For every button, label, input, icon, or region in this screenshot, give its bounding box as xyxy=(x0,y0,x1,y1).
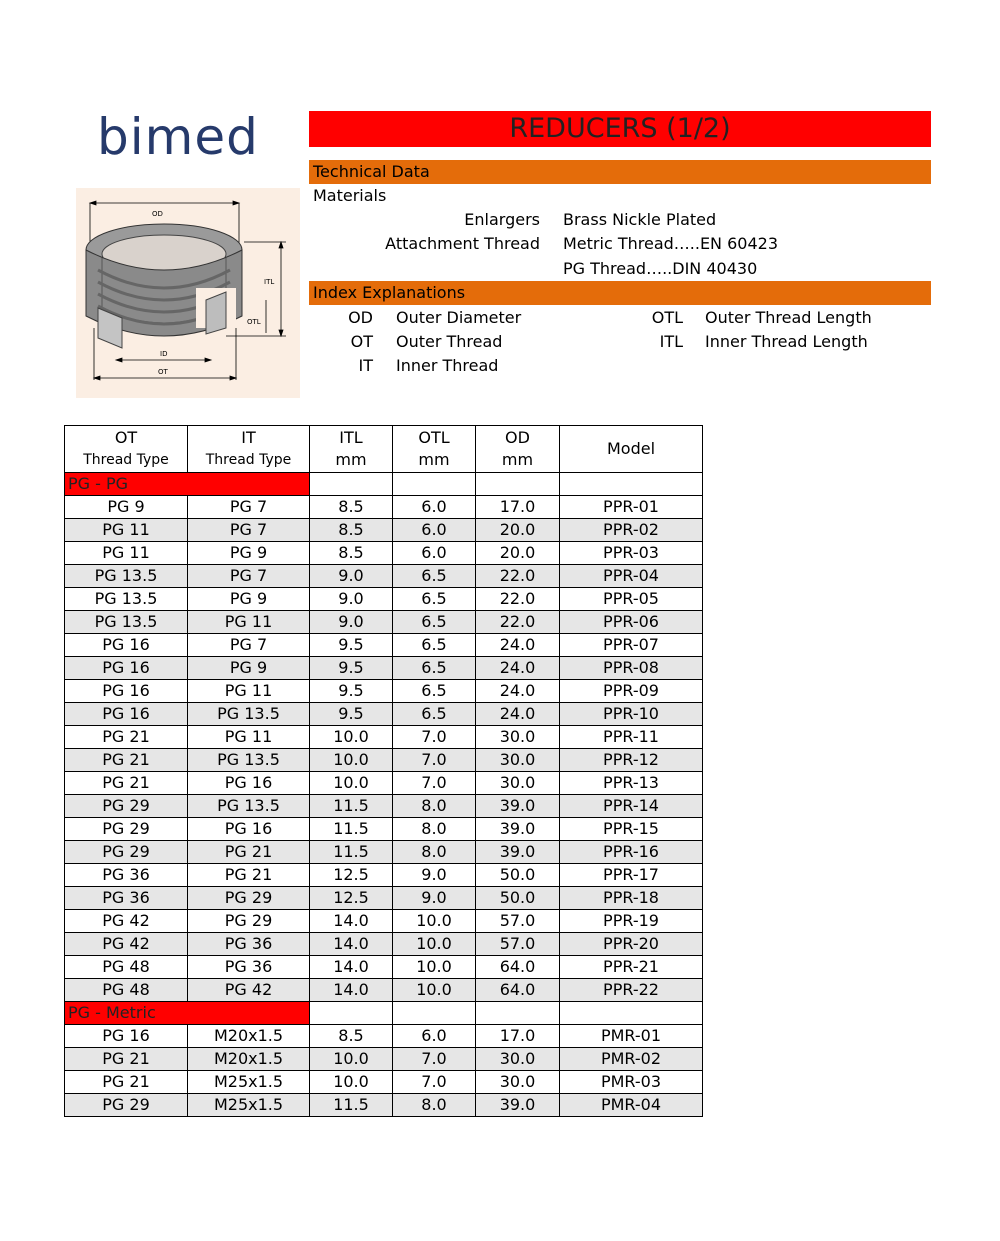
table-row xyxy=(65,611,703,634)
cell-model: PMR-02 xyxy=(560,1048,703,1071)
cell-ot: PG 29 xyxy=(65,841,188,864)
cell-od: 64.0 xyxy=(476,979,560,1002)
od-label: OD xyxy=(152,210,163,218)
cell-otl: 6.5 xyxy=(393,657,476,680)
cell-itl: 11.5 xyxy=(310,1094,393,1117)
cell-ot: PG 11 xyxy=(65,542,188,565)
cell-model: PPR-17 xyxy=(560,864,703,887)
cell-itl: 14.0 xyxy=(310,956,393,979)
cell-model: PPR-21 xyxy=(560,956,703,979)
cell-model: PPR-20 xyxy=(560,933,703,956)
cell-otl: 8.0 xyxy=(393,818,476,841)
table-row xyxy=(65,749,703,772)
cell-itl: 10.0 xyxy=(310,1048,393,1071)
table-row xyxy=(65,818,703,841)
cell-itl: 10.0 xyxy=(310,726,393,749)
header-ot: OT Thread Type xyxy=(65,426,188,473)
reducers-table xyxy=(64,425,703,1117)
cell-od: 17.0 xyxy=(476,496,560,519)
table-body xyxy=(65,473,703,1117)
cell-otl: 8.0 xyxy=(393,841,476,864)
header-model: Model xyxy=(560,426,703,473)
cell-model: PPR-02 xyxy=(560,519,703,542)
cell-od: 22.0 xyxy=(476,565,560,588)
cell-otl: 9.0 xyxy=(393,887,476,910)
table-row xyxy=(65,565,703,588)
cell-itl: 8.5 xyxy=(310,542,393,565)
table-row xyxy=(65,1071,703,1094)
cell-od: 30.0 xyxy=(476,1071,560,1094)
cell-od: 39.0 xyxy=(476,795,560,818)
cell-ot: PG 29 xyxy=(65,1094,188,1117)
cell-ot: PG 42 xyxy=(65,910,188,933)
cell-od: 20.0 xyxy=(476,542,560,565)
technical-data-heading: Technical Data xyxy=(309,160,931,184)
cell-itl: 9.0 xyxy=(310,611,393,634)
table-row xyxy=(65,519,703,542)
cell-it: PG 16 xyxy=(188,818,310,841)
cell-ot: PG 21 xyxy=(65,1071,188,1094)
table-row xyxy=(65,634,703,657)
cell-ot: PG 16 xyxy=(65,634,188,657)
page-title: REDUCERS (1/2) xyxy=(309,111,931,147)
cell-otl: 7.0 xyxy=(393,1048,476,1071)
cell-itl: 8.5 xyxy=(310,519,393,542)
empty-cell xyxy=(560,1002,703,1025)
cell-model: PPR-08 xyxy=(560,657,703,680)
cell-otl: 6.0 xyxy=(393,542,476,565)
cell-od: 17.0 xyxy=(476,1025,560,1048)
cell-it: PG 11 xyxy=(188,611,310,634)
table-header-row xyxy=(65,426,703,473)
cell-it: PG 7 xyxy=(188,519,310,542)
cell-ot: PG 13.5 xyxy=(65,588,188,611)
cell-it: PG 13.5 xyxy=(188,795,310,818)
cell-it: PG 29 xyxy=(188,887,310,910)
cell-otl: 10.0 xyxy=(393,933,476,956)
group-label: PG - Metric xyxy=(65,1002,310,1025)
cell-ot: PG 16 xyxy=(65,680,188,703)
cell-model: PPR-12 xyxy=(560,749,703,772)
table-row xyxy=(65,1048,703,1071)
cell-it: PG 7 xyxy=(188,634,310,657)
cell-itl: 11.5 xyxy=(310,795,393,818)
table-row xyxy=(65,979,703,1002)
cell-itl: 9.5 xyxy=(310,703,393,726)
reducer-diagram xyxy=(76,188,300,398)
cell-od: 24.0 xyxy=(476,680,560,703)
cell-itl: 9.5 xyxy=(310,680,393,703)
cell-ot: PG 21 xyxy=(65,1048,188,1071)
cell-ot: PG 29 xyxy=(65,818,188,841)
cell-model: PPR-16 xyxy=(560,841,703,864)
cell-it: M25x1.5 xyxy=(188,1071,310,1094)
cell-ot: PG 36 xyxy=(65,864,188,887)
cell-ot: PG 16 xyxy=(65,703,188,726)
cell-otl: 6.0 xyxy=(393,1025,476,1048)
cell-itl: 9.0 xyxy=(310,565,393,588)
index-abbr-od: OD xyxy=(348,308,373,327)
table-row xyxy=(65,1094,703,1117)
cell-otl: 7.0 xyxy=(393,749,476,772)
cell-od: 64.0 xyxy=(476,956,560,979)
cell-ot: PG 9 xyxy=(65,496,188,519)
cell-itl: 12.5 xyxy=(310,864,393,887)
empty-cell xyxy=(310,473,393,496)
empty-cell xyxy=(476,1002,560,1025)
cell-ot: PG 36 xyxy=(65,887,188,910)
cell-model: PPR-18 xyxy=(560,887,703,910)
cell-od: 22.0 xyxy=(476,611,560,634)
group-row xyxy=(65,1002,703,1025)
cell-model: PPR-15 xyxy=(560,818,703,841)
cell-od: 39.0 xyxy=(476,1094,560,1117)
table-row xyxy=(65,864,703,887)
cell-ot: PG 42 xyxy=(65,933,188,956)
cell-itl: 10.0 xyxy=(310,1071,393,1094)
cell-ot: PG 21 xyxy=(65,726,188,749)
cell-itl: 8.5 xyxy=(310,1025,393,1048)
cell-it: M20x1.5 xyxy=(188,1025,310,1048)
cell-ot: PG 48 xyxy=(65,979,188,1002)
cell-it: PG 13.5 xyxy=(188,749,310,772)
cell-otl: 6.0 xyxy=(393,519,476,542)
cell-model: PMR-01 xyxy=(560,1025,703,1048)
index-text-it: Inner Thread xyxy=(396,356,499,375)
cell-it: PG 7 xyxy=(188,496,310,519)
cell-model: PPR-13 xyxy=(560,772,703,795)
cell-od: 57.0 xyxy=(476,933,560,956)
cell-it: PG 11 xyxy=(188,726,310,749)
cell-it: PG 36 xyxy=(188,956,310,979)
cell-otl: 6.5 xyxy=(393,611,476,634)
cell-model: PPR-01 xyxy=(560,496,703,519)
cell-otl: 7.0 xyxy=(393,726,476,749)
cell-it: PG 42 xyxy=(188,979,310,1002)
cell-itl: 8.5 xyxy=(310,496,393,519)
cell-itl: 9.5 xyxy=(310,657,393,680)
cell-od: 24.0 xyxy=(476,657,560,680)
cell-model: PMR-03 xyxy=(560,1071,703,1094)
group-row xyxy=(65,473,703,496)
cell-od: 24.0 xyxy=(476,634,560,657)
cell-ot: PG 21 xyxy=(65,749,188,772)
bimed-logo: bimed xyxy=(97,108,259,166)
index-abbr-it: IT xyxy=(358,356,373,375)
index-text-itl: Inner Thread Length xyxy=(705,332,868,351)
cell-model: PPR-19 xyxy=(560,910,703,933)
itl-label: ITL xyxy=(264,278,275,286)
cell-itl: 11.5 xyxy=(310,841,393,864)
table-row xyxy=(65,680,703,703)
enlargers-label: Enlargers xyxy=(464,210,540,229)
header-it: IT Thread Type xyxy=(188,426,310,473)
cell-it: PG 9 xyxy=(188,542,310,565)
id-label: ID xyxy=(160,350,168,358)
cell-od: 30.0 xyxy=(476,726,560,749)
cell-otl: 8.0 xyxy=(393,795,476,818)
cell-od: 30.0 xyxy=(476,1048,560,1071)
ot-label: OT xyxy=(158,368,168,376)
cell-od: 50.0 xyxy=(476,887,560,910)
header-od: OD mm xyxy=(476,426,560,473)
table-row xyxy=(65,841,703,864)
cell-od: 50.0 xyxy=(476,864,560,887)
table-row xyxy=(65,933,703,956)
cell-itl: 9.0 xyxy=(310,588,393,611)
table-row xyxy=(65,887,703,910)
cell-itl: 14.0 xyxy=(310,933,393,956)
cell-ot: PG 16 xyxy=(65,1025,188,1048)
cell-it: PG 36 xyxy=(188,933,310,956)
empty-cell xyxy=(560,473,703,496)
group-label: PG - PG xyxy=(65,473,310,496)
cell-otl: 7.0 xyxy=(393,1071,476,1094)
cell-itl: 14.0 xyxy=(310,910,393,933)
table-row xyxy=(65,910,703,933)
cell-od: 57.0 xyxy=(476,910,560,933)
cell-ot: PG 13.5 xyxy=(65,611,188,634)
cell-od: 30.0 xyxy=(476,772,560,795)
cell-ot: PG 21 xyxy=(65,772,188,795)
cell-od: 20.0 xyxy=(476,519,560,542)
index-abbr-itl: ITL xyxy=(659,332,683,351)
cell-otl: 6.5 xyxy=(393,588,476,611)
cell-otl: 6.5 xyxy=(393,634,476,657)
cell-itl: 10.0 xyxy=(310,749,393,772)
cell-ot: PG 29 xyxy=(65,795,188,818)
table-row xyxy=(65,588,703,611)
cell-itl: 14.0 xyxy=(310,979,393,1002)
cell-it: M20x1.5 xyxy=(188,1048,310,1071)
cell-itl: 12.5 xyxy=(310,887,393,910)
materials-label: Materials xyxy=(313,186,387,205)
index-abbr-ot: OT xyxy=(350,332,373,351)
cell-ot: PG 11 xyxy=(65,519,188,542)
table-row xyxy=(65,726,703,749)
cell-otl: 10.0 xyxy=(393,956,476,979)
cell-itl: 9.5 xyxy=(310,634,393,657)
metric-thread-value: Metric Thread…..EN 60423 xyxy=(563,234,779,253)
cell-model: PPR-10 xyxy=(560,703,703,726)
cell-it: PG 13.5 xyxy=(188,703,310,726)
index-heading: Index Explanations xyxy=(309,281,931,305)
cell-itl: 10.0 xyxy=(310,772,393,795)
cell-otl: 6.5 xyxy=(393,680,476,703)
otl-label: OTL xyxy=(247,318,261,326)
enlargers-value: Brass Nickle Plated xyxy=(563,210,717,229)
cell-otl: 9.0 xyxy=(393,864,476,887)
table-row xyxy=(65,1025,703,1048)
empty-cell xyxy=(476,473,560,496)
cell-model: PMR-04 xyxy=(560,1094,703,1117)
cell-otl: 10.0 xyxy=(393,910,476,933)
index-text-ot: Outer Thread xyxy=(396,332,503,351)
index-text-otl: Outer Thread Length xyxy=(705,308,872,327)
table-row xyxy=(65,542,703,565)
cell-model: PPR-14 xyxy=(560,795,703,818)
header-otl: OTL mm xyxy=(393,426,476,473)
cell-model: PPR-11 xyxy=(560,726,703,749)
header-itl: ITL mm xyxy=(310,426,393,473)
cell-it: PG 9 xyxy=(188,588,310,611)
table-row xyxy=(65,795,703,818)
cell-otl: 6.5 xyxy=(393,565,476,588)
table-row xyxy=(65,496,703,519)
cell-od: 22.0 xyxy=(476,588,560,611)
cell-model: PPR-22 xyxy=(560,979,703,1002)
empty-cell xyxy=(310,1002,393,1025)
cell-otl: 6.0 xyxy=(393,496,476,519)
cell-it: PG 16 xyxy=(188,772,310,795)
cell-od: 39.0 xyxy=(476,841,560,864)
cell-model: PPR-09 xyxy=(560,680,703,703)
cell-otl: 7.0 xyxy=(393,772,476,795)
cell-it: PG 21 xyxy=(188,841,310,864)
cell-otl: 8.0 xyxy=(393,1094,476,1117)
cell-ot: PG 16 xyxy=(65,657,188,680)
cell-it: M25x1.5 xyxy=(188,1094,310,1117)
table-row xyxy=(65,772,703,795)
cell-model: PPR-04 xyxy=(560,565,703,588)
empty-cell xyxy=(393,473,476,496)
cell-otl: 10.0 xyxy=(393,979,476,1002)
cell-model: PPR-05 xyxy=(560,588,703,611)
cell-od: 39.0 xyxy=(476,818,560,841)
cell-it: PG 7 xyxy=(188,565,310,588)
cell-model: PPR-03 xyxy=(560,542,703,565)
cell-it: PG 11 xyxy=(188,680,310,703)
table-row xyxy=(65,703,703,726)
cell-model: PPR-06 xyxy=(560,611,703,634)
empty-cell xyxy=(393,1002,476,1025)
cell-ot: PG 48 xyxy=(65,956,188,979)
cell-otl: 6.5 xyxy=(393,703,476,726)
cell-od: 30.0 xyxy=(476,749,560,772)
cell-itl: 11.5 xyxy=(310,818,393,841)
cell-od: 24.0 xyxy=(476,703,560,726)
cell-it: PG 21 xyxy=(188,864,310,887)
cell-ot: PG 13.5 xyxy=(65,565,188,588)
pg-thread-value: PG Thread…..DIN 40430 xyxy=(563,259,758,278)
index-abbr-otl: OTL xyxy=(651,308,683,327)
cell-it: PG 29 xyxy=(188,910,310,933)
cell-model: PPR-07 xyxy=(560,634,703,657)
table-row xyxy=(65,657,703,680)
cell-it: PG 9 xyxy=(188,657,310,680)
attachment-thread-label: Attachment Thread xyxy=(385,234,540,253)
table-row xyxy=(65,956,703,979)
index-text-od: Outer Diameter xyxy=(396,308,522,327)
